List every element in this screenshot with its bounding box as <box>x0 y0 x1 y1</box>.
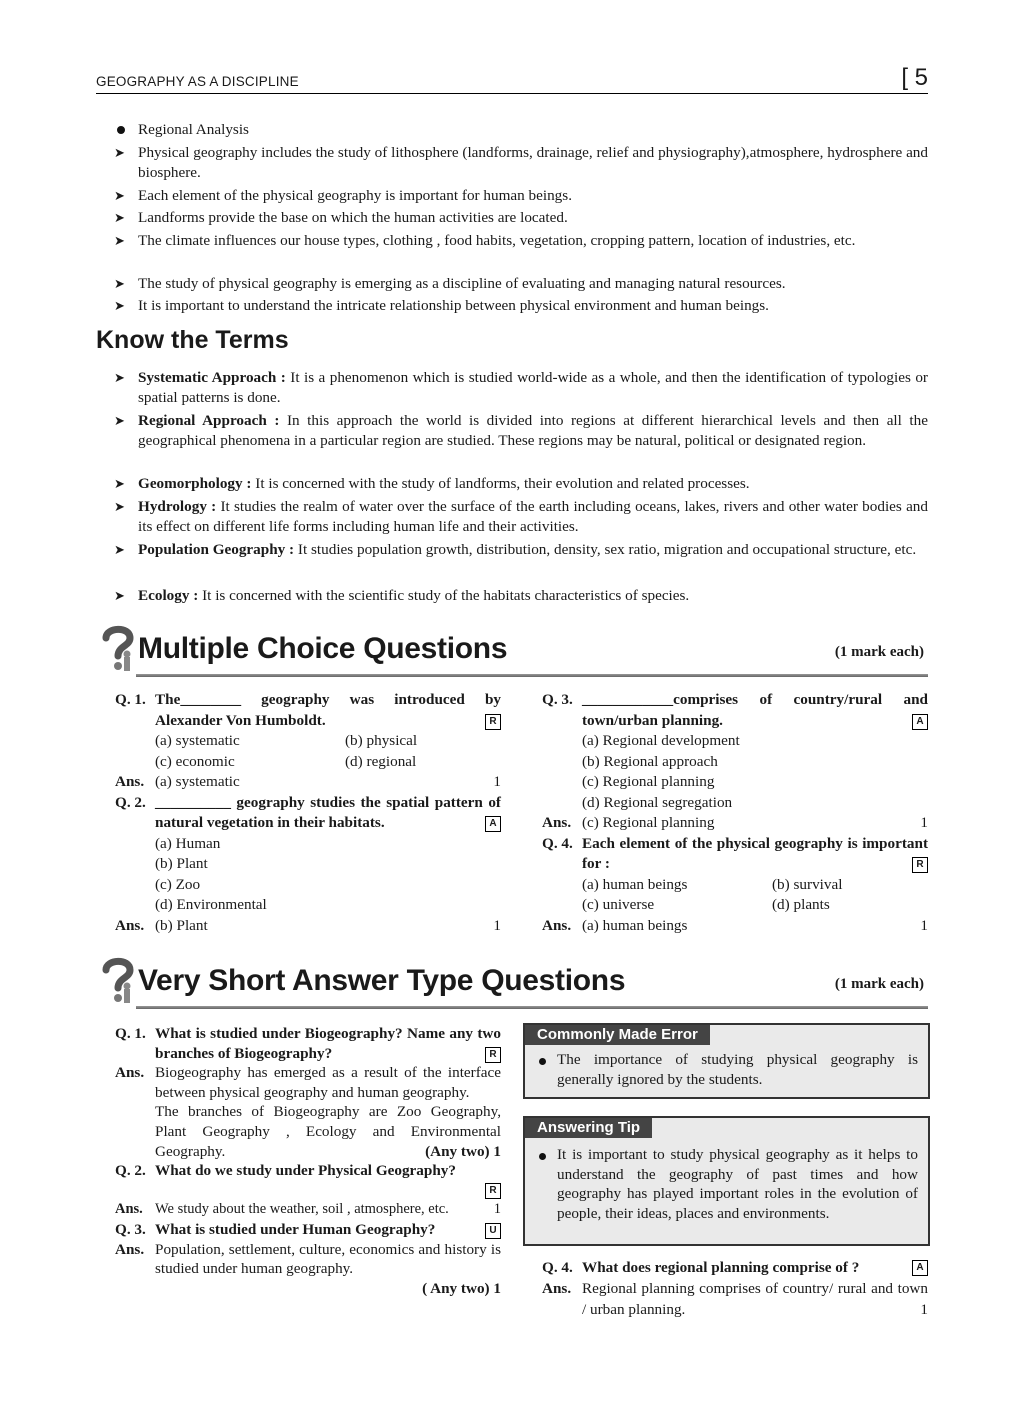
answer-text: We study about the weather, soil , atmosphere, etc. <box>155 1201 449 1218</box>
arrow-bullet-icon: ➤ <box>114 542 125 557</box>
vsa-right-column <box>542 1257 928 1320</box>
mcq-section-header <box>96 624 928 680</box>
answering-tip-text: It is important to study physical geography as it helps to understand the geography of past times and how geography has played important roles in the evolution of people, their ideas, places and environments. <box>557 1146 918 1222</box>
answer-text: The branches of Biogeography are Zoo Geography, Plant Geography , Ecology and Environmental Geography. <box>155 1103 501 1160</box>
option: (b) Regional approach <box>582 752 718 770</box>
answer-label: Ans. <box>115 1240 145 1258</box>
score: 1 <box>920 916 928 934</box>
term-definition: It is a phenomenon which is studied world-wide as a whole, and then the identification of typologies or spatial patterns is done. <box>138 369 928 406</box>
question-number: Q. 1. <box>115 1025 146 1042</box>
difficulty-tag: U <box>485 1223 501 1239</box>
question-text: ____________comprises of country/rural and town/urban planning. <box>582 691 928 729</box>
term-definition: It studies population growth, distribution, density, sex ratio, migration and occupational structure, etc. <box>294 541 917 558</box>
arrow-bullet-icon: ➤ <box>114 298 125 313</box>
option: (c) universe <box>582 896 655 913</box>
question-q2 <box>115 1161 501 1200</box>
option: (c) economic <box>155 752 235 770</box>
question-number: Q. 3. <box>542 691 573 708</box>
option: (d) regional <box>345 752 417 770</box>
answer-text: (c) Regional planning <box>582 814 715 831</box>
difficulty-tag: R <box>912 857 928 873</box>
answer-label: Ans. <box>542 1280 572 1297</box>
option: (b) survival <box>772 875 843 893</box>
vsa-marks: (1 mark each) <box>834 976 924 992</box>
answer-text: (a) systematic <box>155 773 240 790</box>
answer-label: Ans. <box>115 1201 143 1218</box>
difficulty-tag: A <box>912 714 928 730</box>
question-q2 <box>115 793 501 834</box>
term-definition: It studies the realm of water over the surface of the earth including oceans, lakes, rivers and other water bodies and its effect on different life forms including human life and their activities. <box>138 498 928 535</box>
mcq-marks: (1 mark each) <box>834 644 924 660</box>
common-error-title: Commonly Made Error <box>525 1025 710 1045</box>
question-number: Q. 4. <box>542 834 573 852</box>
score: 1 <box>493 773 501 790</box>
intro-point: The climate influences our house types, clothing , food habits, vegetation, cropping pattern, location of industries, etc. <box>138 232 856 249</box>
intro-point: The study of physical geography is emerging as a discipline of evaluating and managing natural resources. <box>138 275 786 292</box>
answer-row <box>115 1240 501 1299</box>
difficulty-tag: A <box>912 1260 928 1276</box>
term-item <box>138 540 928 560</box>
term-name: Population Geography : <box>138 541 295 558</box>
option: (b) Plant <box>155 855 208 872</box>
difficulty-tag: R <box>485 714 501 730</box>
option: (a) systematic <box>155 732 240 749</box>
answer-label: Ans. <box>115 916 145 934</box>
option: (a) Human <box>155 834 221 852</box>
answer-text: Regional planning comprises of country/ rural and town / urban planning. <box>582 1280 928 1318</box>
option: (a) Regional development <box>582 732 740 749</box>
option: (c) Zoo <box>155 875 201 893</box>
common-error-text: The importance of studying physical geography is generally ignored by the students. <box>557 1051 918 1088</box>
answering-tip-box <box>523 1116 930 1246</box>
answer-text: Population, settlement, culture, economics and history is studied under human geography. <box>155 1240 501 1278</box>
term-name: Geomorphology : <box>138 475 252 492</box>
term-name: Hydrology : <box>138 498 217 515</box>
answering-tip-title: Answering Tip <box>525 1118 652 1138</box>
answer-row <box>115 1200 501 1220</box>
question-q1 <box>115 1024 501 1063</box>
question-q4 <box>542 1257 928 1278</box>
question-q3 <box>115 1220 501 1240</box>
bullet-icon <box>117 126 125 134</box>
question-q3 <box>542 690 928 731</box>
question-text: Each element of the physical geography is important for : <box>582 834 928 872</box>
arrow-bullet-icon: ➤ <box>114 233 125 248</box>
arrow-bullet-icon: ➤ <box>114 476 125 491</box>
question-text: What do we study under Physical Geography? <box>155 1162 456 1180</box>
term-item <box>138 411 928 450</box>
question-text: What does regional planning comprise of ? <box>582 1259 860 1276</box>
arrow-bullet-icon: ➤ <box>114 276 125 291</box>
options <box>582 875 928 916</box>
score: (Any two) 1 <box>425 1142 501 1160</box>
score: 1 <box>493 1201 501 1218</box>
difficulty-tag: A <box>485 816 501 832</box>
term-definition: It is concerned with the study of landforms, their evolution and related processes. <box>251 475 750 492</box>
intro-point: Physical geography includes the study of lithosphere (landforms, drainage, relief and physiography),atmosphere, hydrosphere and biosphere. <box>138 144 928 181</box>
bullet-icon <box>539 1153 546 1160</box>
answer-text: (b) Plant <box>155 916 208 934</box>
section-rule <box>136 1006 928 1009</box>
score: ( Any two) 1 <box>422 1279 501 1297</box>
header-rule <box>96 93 928 94</box>
intro-point: Landforms provide the base on which the human activities are located. <box>138 209 568 226</box>
arrow-bullet-icon: ➤ <box>114 413 125 428</box>
question-q1 <box>115 690 501 731</box>
answer-row <box>542 916 928 937</box>
option: (d) plants <box>772 896 830 913</box>
arrow-bullet-icon: ➤ <box>114 370 125 385</box>
mcq-title: Multiple Choice Questions <box>138 632 508 665</box>
term-definition: It is concerned with the scientific study of the habitats characteristics of species. <box>198 587 690 604</box>
term-name: Systematic Approach : <box>138 369 286 386</box>
arrow-bullet-icon: ➤ <box>114 588 125 603</box>
answer-text: Biogeography has emerged as a result of the interface between physical geography and human geography. <box>155 1064 501 1101</box>
term-item <box>138 586 928 606</box>
term-item <box>138 497 928 536</box>
arrow-bullet-icon: ➤ <box>114 188 125 203</box>
question-number: Q. 3. <box>115 1220 146 1238</box>
section-rule <box>136 674 928 677</box>
question-q4 <box>542 834 928 875</box>
options <box>155 731 501 772</box>
option: (c) Regional planning <box>582 773 715 790</box>
score: 1 <box>493 916 501 934</box>
mcq-right-column <box>542 690 928 936</box>
arrow-bullet-icon: ➤ <box>114 145 125 160</box>
option: (a) human beings <box>582 875 688 893</box>
score: 1 <box>920 814 928 831</box>
mcq-left-column <box>115 690 501 936</box>
question-mark-person-icon <box>100 956 136 1006</box>
intro-point: It is important to understand the intricate relationship between physical environment and human beings. <box>138 297 769 314</box>
question-number: Q. 2. <box>115 1162 146 1180</box>
term-name: Regional Approach : <box>138 412 280 429</box>
arrow-bullet-icon: ➤ <box>114 499 125 514</box>
arrow-bullet-icon: ➤ <box>114 210 125 225</box>
question-text: The________ geography was introduced by Alexander Von Humboldt. <box>155 691 501 729</box>
question-text: What is studied under Biogeography? Name any two branches of Biogeography? <box>155 1025 501 1062</box>
difficulty-tag: R <box>485 1047 501 1063</box>
answer-row <box>542 813 928 834</box>
answer-label: Ans. <box>115 773 145 790</box>
running-header: GEOGRAPHY AS A DISCIPLINE <box>96 74 299 89</box>
bullet-icon <box>539 1058 546 1065</box>
answer-label: Ans. <box>542 916 572 934</box>
options <box>582 731 928 813</box>
score: 1 <box>920 1301 928 1318</box>
answer-label: Ans. <box>115 1064 145 1082</box>
question-text: What is studied under Human Geography? <box>155 1220 436 1238</box>
vsa-section-header <box>96 956 928 1012</box>
common-error-box <box>523 1023 930 1099</box>
question-number: Q. 4. <box>542 1259 573 1276</box>
terms-heading: Know the Terms <box>96 326 289 354</box>
question-mark-person-icon <box>100 624 136 674</box>
intro-point: Each element of the physical geography is important for human beings. <box>138 187 572 204</box>
difficulty-tag: R <box>485 1183 501 1199</box>
answer-label: Ans. <box>542 814 572 831</box>
option: (d) Regional segregation <box>582 793 733 811</box>
options <box>155 834 501 916</box>
answer-row <box>115 916 501 937</box>
option: (d) Environmental <box>155 896 267 913</box>
term-name: Ecology : <box>138 587 199 604</box>
page-number: [ 5 <box>901 64 928 91</box>
option: (b) physical <box>345 732 418 749</box>
term-definition: In this approach the world is divided into regions at different hierarchical levels and then all the geographical phenomena in a particular region are studied. These regions may be natural, political or designated region. <box>138 412 928 449</box>
question-number: Q. 2. <box>115 793 146 811</box>
vsa-title: Very Short Answer Type Questions <box>138 964 626 997</box>
term-item <box>138 368 928 407</box>
question-number: Q. 1. <box>115 691 146 708</box>
term-item <box>138 474 928 494</box>
question-text: __________ geography studies the spatial pattern of natural vegetation in their habitats. <box>155 793 501 831</box>
answer-row <box>115 1063 501 1161</box>
answer-text: (a) human beings <box>582 916 688 934</box>
vsa-left-column <box>115 1024 501 1298</box>
answer-row <box>542 1278 928 1320</box>
answer-row <box>115 772 501 793</box>
intro-bullet-text: Regional Analysis <box>138 121 249 138</box>
